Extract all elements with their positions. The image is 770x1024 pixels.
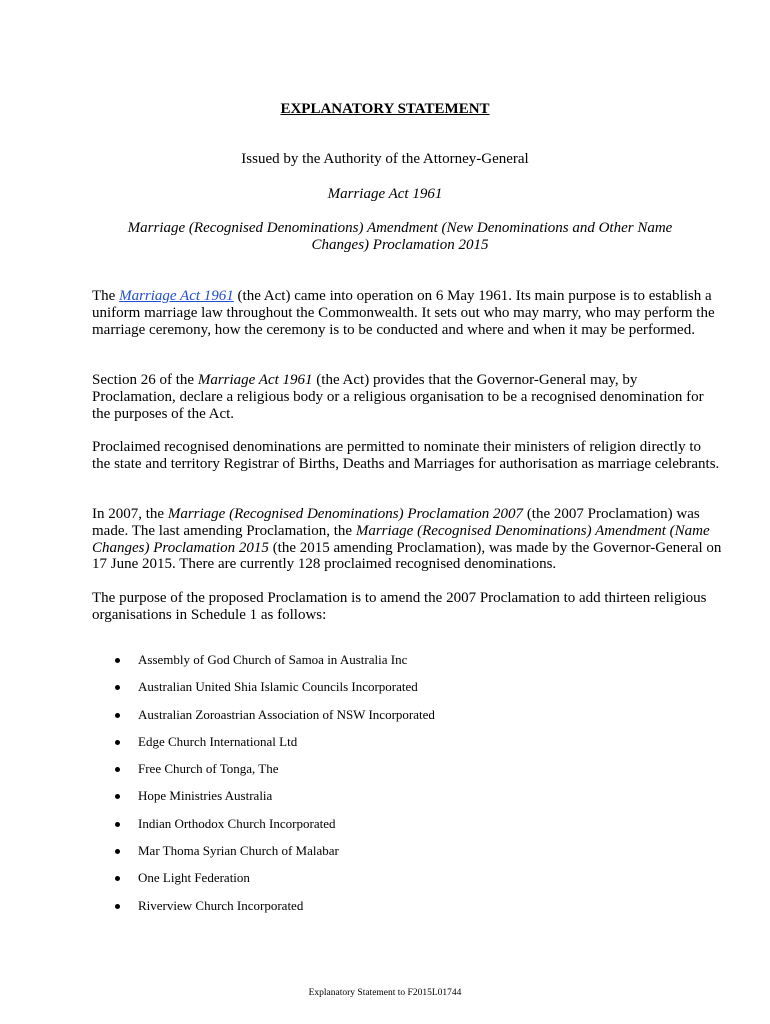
paragraph-2007-proclamation [92,506,722,573]
list-item [112,733,435,760]
denominations-list [112,651,435,924]
bullet-icon [115,740,120,745]
p4-italic2: Marriage (Recognised Denominations) Amendment (Name Changes) Proclamation 2015 [92,522,710,556]
paragraph-section-26 [92,372,722,422]
list-item [112,760,435,787]
p2-italic: Marriage Act 1961 [197,372,313,388]
issued-by-line: Issued by the Authority of the Attorney-General [241,151,529,167]
list-item [112,787,435,814]
act-name: Marriage Act 1961 [327,186,443,202]
list-item [112,815,435,842]
proclamation-name: Marriage (Recognised Denominations) Amendment (New Denominations and Other Name Changes) Proclamation 2015 [127,220,673,253]
list-item [112,897,435,924]
list-item-label: Riverview Church Incorporated [138,897,304,913]
list-item [112,706,435,733]
paragraph-purpose: The purpose of the proposed Proclamation is to amend the 2007 Proclamation to add thirteen religious organisations in Schedule 1 as follows: [92,590,707,623]
bullet-icon [115,849,120,854]
p1-pre: The [92,288,120,304]
marriage-act-link[interactable]: Marriage Act 1961 [119,288,234,304]
bullet-icon [115,876,120,881]
paragraph-proclaimed-denominations: Proclaimed recognised denominations are permitted to nominate their ministers of religion directly to the state and territory Registrar of Births, Deaths and Marriages for authorisation as marriage celebrants. [92,439,720,472]
p2-post: (the Act) provides that the Governor-General may, by Proclamation, declare a religious body or a religious organisation to be a recognised denomination for the purposes of the Act. [92,372,704,422]
paragraph-act-intro [92,288,722,338]
bullet-icon [115,767,120,772]
list-item-label: Mar Thoma Syrian Church of Malabar [138,843,339,859]
bullet-icon [115,794,120,799]
bullet-icon [115,904,120,909]
list-item [112,842,435,869]
p4-post: (the 2015 amending Proclamation), was made by the Governor-General on 17 June 2015. There are currently 128 proclaimed recognised denominations. [92,539,722,573]
list-item-label: Australian United Shia Islamic Councils Incorporated [138,679,418,695]
bullet-icon [115,658,120,663]
p4-italic1: Marriage (Recognised Denominations) Proclamation 2007 [167,506,524,522]
p2-pre: Section 26 of the [92,372,198,388]
list-item-label: Australian Zoroastrian Association of NSW Incorporated [138,706,435,722]
bullet-icon [115,685,120,690]
list-item-label: Assembly of God Church of Samoa in Australia Inc [138,652,408,667]
list-item-label: One Light Federation [138,870,250,886]
list-item [112,651,435,678]
document-title: EXPLANATORY STATEMENT [280,101,490,117]
p4-pre: In 2007, the [92,506,168,522]
list-item-label: Hope Ministries Australia [138,788,273,804]
p4-mid: (the 2007 Proclamation) was made. The last amending Proclamation, the [92,506,700,539]
bullet-icon [115,713,120,718]
list-item-label: Indian Orthodox Church Incorporated [138,815,336,831]
page-footer: Explanatory Statement to F2015L01744 [308,988,462,998]
list-item [112,869,435,896]
list-item-label: Edge Church International Ltd [138,733,298,749]
list-item [112,678,435,705]
p1-post: (the Act) came into operation on 6 May 1961. Its main purpose is to establish a uniform marriage law throughout the Commonwealth. It sets out who may marry, who may perform the marriage ceremony, how the ceremony is to be conducted and where and when it may be performed. [92,288,715,338]
bullet-icon [115,822,120,827]
list-item-label: Free Church of Tonga, The [138,761,279,777]
